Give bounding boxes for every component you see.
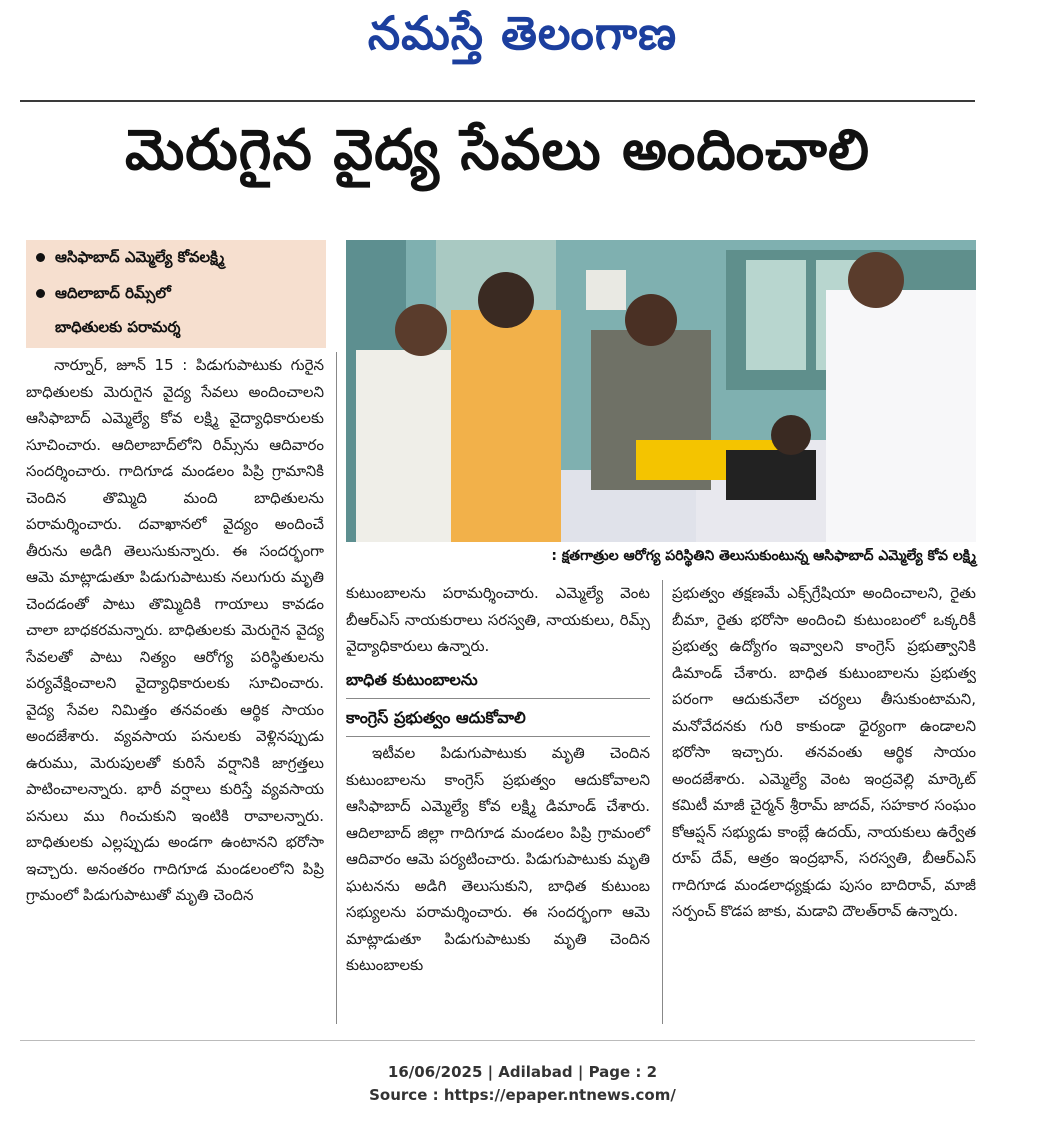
top-divider [20, 100, 975, 102]
footer-source: Source : https://epaper.ntnews.com/ [369, 1086, 676, 1104]
article-column-2-bottom: ఇటీవల పిడుగుపాటుకు మృతి చెందిన కుటుంబాలను కాంగ్రెస్ ప్రభుత్వం ఆదుకోవాలని ఆసిఫాబాద్ ఎమ్మెల్యే కోవ లక్ష్మి డిమాండ్ చేశారు. ఆదిలాబాద్ జిల్లా గాదిగూడ మండలం పిప్రి గ్రామంలో ఆదివారం ఆమె పర్యటించారు. పిడుగుపాటుకు మృతి ఘటనను అడిగి తెలుసుకుని, బాధిత కుటుంబ సభ్యులను పరామర్శించారు. ఈ సందర్భంగా ఆమె మాట్లాడుతూ పిడుగుపాటుకు మృతి చెందిన కుటుంబాలకు [346, 744, 650, 974]
footer-date-edition: 16/06/2025 | Adilabad | Page : 2 [387, 1063, 658, 1081]
article-column-3: ప్రభుత్వం తక్షణమే ఎక్స్‌గ్రేషియా అందించాలని, రైతు బీమా, రైతు భరోసా అందించి కుటుంబంలో ఒక్కరికీ ప్రభుత్వ ఉద్యోగం ఇవ్వాలని కాంగ్రెస్ ప్రభుత్వానికి డిమాండ్ చేశారు. బాధిత కుటుంబాలను ప్రభుత్వ పరంగా ఆదుకునేలా చర్యలు తీసుకుంటామని, మనోవేదనకు గురి కాకుండా ధైర్యంగా ఉండాలని భరోసా ఇచ్చారు. తనవంతు ఆర్థిక సాయం అందజేశారు. ఎమ్మెల్యే వెంట ఇంద్రవెల్లి మార్కెట్ కమిటీ మాజీ చైర్మన్ శ్రీరామ్ జాదవ్, సహకార సంఘం కోఆప్షన్ సభ్యుడు కాంబ్లే ఉదయ్, నాయకులు ఉర్వేత రూప్ దేవ్, ఆత్రం ఇంద్రభాన్, సరస్వతి, బీఆర్‌ఎస్ గాదిగూడ మండలాధ్యక్షుడు పుసం బాదిరావ్, మాజీ సర్పంచ్ కొడప జాకు, మడావి దౌలత్‌రావ్ ఉన్నారు. [672, 584, 976, 920]
highlight-item: ఆదిలాబాద్ రిమ్స్‌లో [36, 284, 171, 306]
subheading-line-2: కాంగ్రెస్ ప్రభుత్వం ఆదుకోవాలి [346, 708, 526, 727]
footer-divider [20, 1040, 975, 1041]
highlights-box [26, 240, 326, 348]
newspaper-masthead: నమస్తే తెలంగాణ [367, 6, 678, 60]
article-headline: మెరుగైన వైద్య సేవలు అందించాలి [124, 118, 871, 183]
column-divider [336, 352, 337, 1024]
article-photo [346, 240, 976, 542]
photo-caption: : క్షతగాత్రుల ఆరోగ్య పరిస్థితిని తెలుసుకుంటున్న ఆసిఫాబాద్ ఎమ్మెల్యే కోవ లక్ష్మి [551, 548, 976, 564]
bullet-icon [36, 253, 45, 262]
subheading-rule [346, 698, 650, 699]
hospital-visit-illustration [346, 240, 976, 542]
subheading-rule [346, 736, 650, 737]
bullet-icon [36, 289, 45, 298]
highlight-item-continued: బాధితులకు పరామర్శ [55, 318, 181, 336]
highlight-item: ఆసిఫాబాద్ ఎమ్మెల్యే కోవలక్ష్మి [36, 248, 224, 270]
column-divider [662, 580, 663, 1024]
subheading-line-1: బాధిత కుటుంబాలను [346, 670, 478, 689]
article-column-1: నార్నూర్, జూన్ 15 : పిడుగుపాటుకు గురైన బాధితులకు మెరుగైన వైద్య సేవలు అందించాలని ఆసిఫాబాద్ ఎమ్మెల్యే కోవ లక్ష్మి వైద్యాధికారులకు సూచించారు. ఆదిలాబాద్‌లోని రిమ్స్‌ను ఆదివారం సందర్శించారు. గాదిగూడ మండలం పిప్రి గ్రామానికి చెందిన తొమ్మిది మంది బాధితులను పరామర్శించారు. దవాఖానలో వైద్యం అందించే తీరును అడిగి తెలుసుకున్నారు. ఈ సందర్భంగా ఆమె మాట్లాడుతూ పిడుగుపాటుకు నలుగురు మృతి చెందడంతో పాటు తొమ్మిదికి గాయాలు కావడం చాలా బాధకరమన్నారు. బాధితులకు మెరుగైన వైద్య సేవలతో పాటు నిత్యం ఆరోగ్య పరిస్థితులను పర్యవేక్షించాలని వైద్యాధికారులకు సూచించారు. వైద్య సేవల నిమిత్తం తనవంతు ఆర్థిక సాయం అందజేశారు. వ్యవసాయ పనులకు వెళ్లినప్పుడు ఉరుము, మెరుపులతో కురిసే వర్షానికి జాగ్రత్తలు పాటించాలన్నారు. భారీ వర్షాలు కురిస్తే వ్యవసాయ పనులు ము గించుకుని ఇంటికి రావాలన్నారు. బాధితులకు ఎల్లప్పుడు అండగా ఉంటానని భరోసా ఇచ్చారు. అనంతరం గాదిగూడ మండలంలోని పిప్రి గ్రామంలో పిడుగుపాటుతో మృతి చెందిన [26, 356, 324, 904]
article-column-2-top: కుటుంబాలను పరామర్శించారు. ఎమ్మెల్యే వెంట బీఆర్‌ఎస్ నాయకురాలు సరస్వతి, నాయకులు, రిమ్స్ వైద్యాధికారులు ఉన్నారు. [346, 584, 650, 655]
